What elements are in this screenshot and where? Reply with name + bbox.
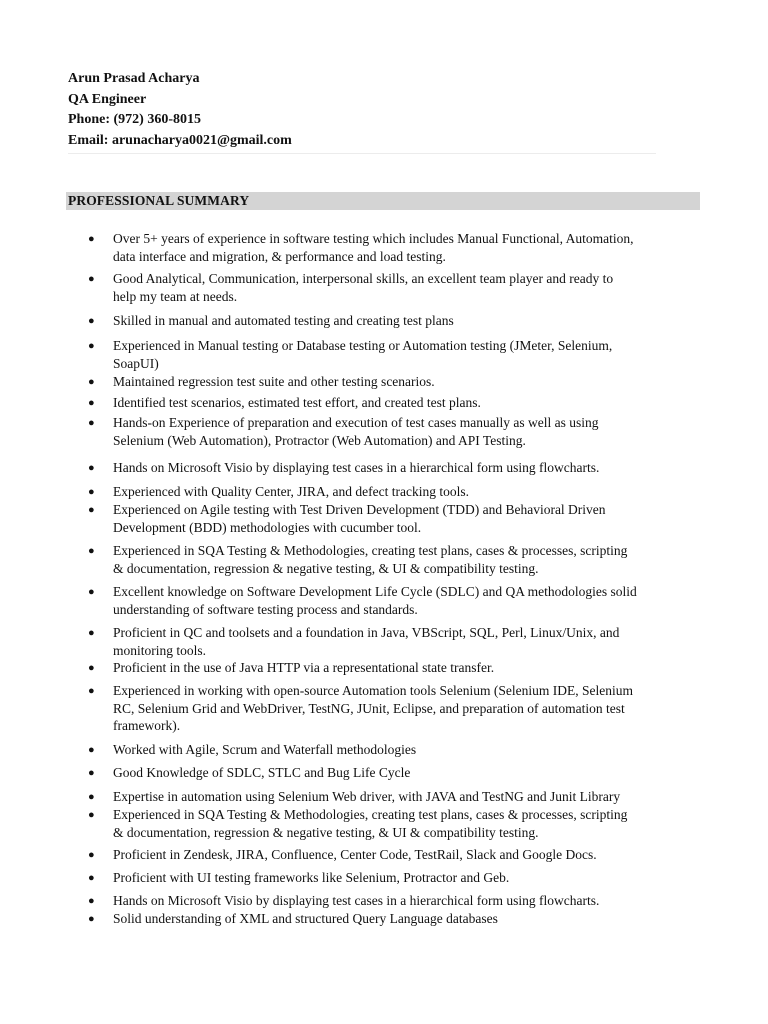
summary-item-line: data interface and migration, & performance and load testing.: [113, 248, 446, 264]
summary-item-line: understanding of software testing process and standards.: [113, 601, 418, 617]
summary-item-line: Proficient in Zendesk, JIRA, Confluence, Center Code, TestRail, Slack and Google Docs.: [113, 847, 597, 862]
summary-item-line: Development (BDD) methodologies with cucumber tool.: [113, 519, 422, 535]
summary-item: [88, 682, 703, 735]
summary-item-line: SoapUI): [113, 355, 159, 371]
summary-item-line: Selenium (Web Automation), Protractor (Web Automation) and API Testing.: [113, 432, 526, 448]
summary-item-line: Excellent knowledge on Software Development Life Cycle (SDLC) and QA methodologies solid: [113, 584, 637, 599]
summary-item-line: Proficient in the use of Java HTTP via a representational state transfer.: [113, 660, 495, 675]
section-heading: PROFESSIONAL SUMMARY: [68, 193, 250, 208]
bullet-icon: ●: [88, 417, 95, 429]
summary-item: [88, 624, 703, 660]
summary-item-line: Experienced in SQA Testing & Methodologies, creating test plans, cases & processes, scripting: [113, 807, 628, 822]
bullet-icon: ●: [88, 627, 95, 639]
summary-item: [88, 230, 703, 266]
bullet-icon: ●: [88, 872, 95, 884]
summary-item: [88, 583, 703, 619]
summary-item: [88, 542, 703, 578]
summary-item-line: Worked with Agile, Scrum and Waterfall methodologies: [113, 742, 417, 757]
bullet-icon: ●: [88, 913, 95, 925]
summary-item-line: Hands-on Experience of preparation and execution of test cases manually as well as using: [113, 415, 599, 430]
summary-item-line: Proficient in QC and toolsets and a foundation in Java, VBScript, SQL, Perl, Linux/Unix, and: [113, 625, 620, 640]
summary-item-line: Hands on Microsoft Visio by displaying test cases in a hierarchical form using flowcharts.: [113, 893, 600, 908]
bullet-icon: ●: [88, 586, 95, 598]
summary-item: [88, 892, 703, 910]
bullet-icon: ●: [88, 662, 95, 674]
bullet-icon: ●: [88, 895, 95, 907]
bullet-icon: ●: [88, 744, 95, 756]
bullet-icon: ●: [88, 685, 95, 697]
bullet-icon: ●: [88, 849, 95, 861]
bullet-icon: ●: [88, 767, 95, 779]
summary-item: [88, 483, 703, 501]
summary-item-line: Maintained regression test suite and other testing scenarios.: [113, 374, 435, 389]
header-divider: [68, 153, 656, 154]
bullet-icon: ●: [88, 486, 95, 498]
summary-item-line: Hands on Microsoft Visio by displaying test cases in a hierarchical form using flowcharts.: [113, 460, 600, 475]
summary-item-line: framework).: [113, 718, 181, 733]
bullet-icon: ●: [88, 397, 95, 409]
summary-item: [88, 394, 703, 412]
bullet-icon: ●: [88, 315, 95, 327]
summary-item-line: Over 5+ years of experience in software testing which includes Manual Functional, Automation,: [113, 231, 634, 246]
summary-item-line: Experienced on Agile testing with Test Driven Development (TDD) and Behavioral Driven: [113, 502, 606, 517]
bullet-icon: ●: [88, 462, 95, 474]
summary-item: [88, 312, 703, 330]
summary-item-line: RC, Selenium Grid and WebDriver, TestNG, JUnit, Eclipse, and preparation of automation test: [113, 700, 625, 716]
job-title: QA Engineer: [68, 91, 147, 107]
summary-item-line: monitoring tools.: [113, 642, 207, 658]
summary-item: [88, 501, 703, 537]
candidate-name: Arun Prasad Acharya: [68, 71, 200, 86]
summary-item-line: help my team at needs.: [113, 288, 238, 304]
summary-item-line: Experienced in SQA Testing & Methodologies, creating test plans, cases & processes, scripting: [113, 543, 628, 558]
summary-item-line: Identified test scenarios, estimated test effort, and created test plans.: [113, 395, 481, 410]
summary-item-line: & documentation, regression & negative testing, & UI & compatibility testing.: [113, 560, 539, 576]
summary-item-line: Skilled in manual and automated testing and creating test plans: [113, 313, 454, 328]
bullet-icon: ●: [88, 504, 95, 516]
summary-item-line: Experienced in Manual testing or Database testing or Automation testing (JMeter, Selenium,: [113, 338, 613, 353]
bullet-icon: ●: [88, 376, 95, 388]
summary-item-line: Proficient with UI testing frameworks like Selenium, Protractor and Geb.: [113, 870, 510, 885]
summary-item: [88, 741, 703, 759]
bullet-icon: ●: [88, 791, 95, 803]
summary-item: [88, 414, 703, 450]
summary-item-line: Solid understanding of XML and structured Query Language databases: [113, 911, 498, 926]
contact-header: [68, 69, 292, 151]
summary-item: [88, 373, 703, 391]
summary-item: [88, 788, 703, 806]
summary-item-line: Experienced in working with open-source Automation tools Selenium (Selenium IDE, Selenium: [113, 683, 634, 698]
summary-item-line: Good Knowledge of SDLC, STLC and Bug Life Cycle: [113, 765, 411, 780]
phone-line: Phone: (972) 360-8015: [68, 112, 201, 127]
summary-item-line: Expertise in automation using Selenium Web driver, with JAVA and TestNG and Junit Library: [113, 789, 621, 804]
summary-item: [88, 459, 703, 477]
summary-item: [88, 806, 703, 842]
summary-item-line: & documentation, regression & negative testing, & UI & compatibility testing.: [113, 824, 539, 840]
summary-item: [88, 659, 703, 677]
summary-item: [88, 764, 703, 782]
summary-item-line: Experienced with Quality Center, JIRA, and defect tracking tools.: [113, 484, 469, 499]
bullet-icon: ●: [88, 340, 95, 352]
email-line: Email: arunacharya0021@gmail.com: [68, 132, 292, 148]
summary-item: [88, 337, 703, 373]
bullet-icon: ●: [88, 233, 95, 245]
summary-item: [88, 270, 703, 306]
summary-item-line: Good Analytical, Communication, interpersonal skills, an excellent team player and ready to: [113, 271, 614, 286]
summary-item: [88, 846, 703, 864]
bullet-icon: ●: [88, 809, 95, 821]
summary-item: [88, 910, 703, 928]
summary-item: [88, 869, 703, 887]
bullet-icon: ●: [88, 545, 95, 557]
bullet-icon: ●: [88, 273, 95, 285]
